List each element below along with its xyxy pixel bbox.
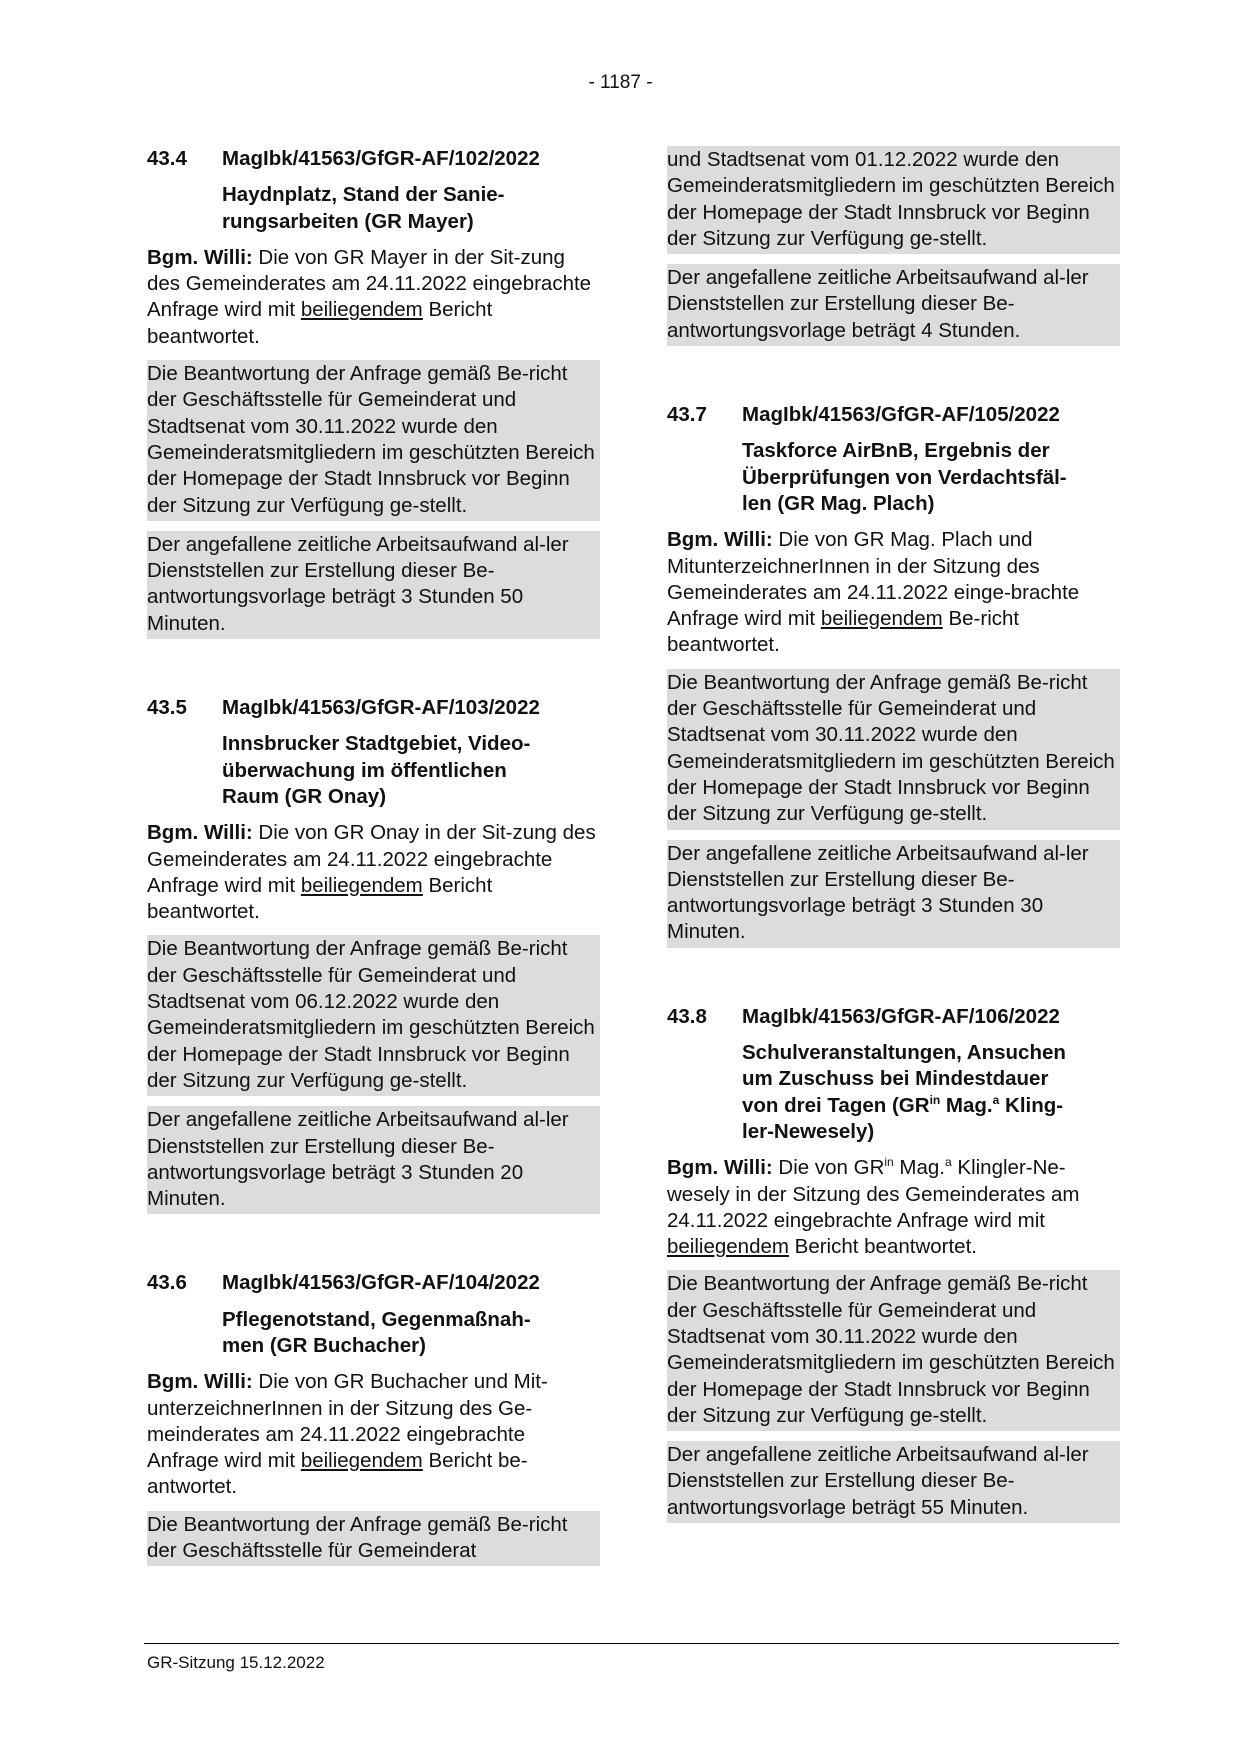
section-number: 43.6 [147, 1271, 187, 1295]
answer-text: Klingler-Ne-wesely in der Sitzung des Gemeinderates am 24.11.2022 eingebrachte Anfrage wird mit [667, 1156, 1080, 1232]
section-reference: MagIbk/41563/GfGR-AF/106/2022 [742, 1004, 1060, 1028]
right-column [667, 146, 1120, 1579]
shaded-effort-note: Der angefallene zeitliche Arbeitsaufwand al-ler Dienststellen zur Erstellung dieser Be-antwortungsvorlage beträgt 3 Stunden 30 Minuten. [667, 840, 1120, 948]
section-title [222, 731, 600, 810]
section-heading [147, 1270, 600, 1296]
speaker-label: Bgm. Willi: [667, 1156, 773, 1180]
section-43-7 [667, 402, 1120, 948]
title-line: Raum (GR Onay) [222, 784, 387, 808]
section-heading [667, 1004, 1120, 1030]
speaker-label: Bgm. Willi: [667, 528, 773, 552]
answer-text: Bericht beantwortet. [788, 1235, 977, 1259]
speaker-label: Bgm. Willi: [147, 821, 253, 845]
title-line: Schulveranstaltungen, Ansuchen [742, 1041, 1066, 1065]
shaded-effort-note: Der angefallene zeitliche Arbeitsaufwand al-ler Dienststellen zur Erstellung dieser Be-antwortungsvorlage beträgt 4 Stunden. [667, 264, 1120, 346]
section-reference: MagIbk/41563/GfGR-AF/102/2022 [222, 147, 540, 170]
title-line: ler-Newesely) [742, 1119, 875, 1143]
attachment-link[interactable]: beiliegendem [820, 607, 943, 631]
title-line: Pflegenotstand, Gegenmaßnah- [222, 1307, 531, 1331]
attachment-link[interactable]: beiliegendem [300, 873, 423, 897]
title-line: Taskforce AirBnB, Ergebnis der [742, 439, 1050, 463]
footer-divider [144, 1643, 1119, 1644]
speaker-label: Bgm. Willi: [147, 1370, 253, 1394]
section-heading [667, 402, 1120, 428]
title-line: len (GR Mag. Plach) [742, 491, 935, 515]
title-line: Haydnplatz, Stand der Sanie- [222, 183, 505, 207]
section-reference: MagIbk/41563/GfGR-AF/103/2022 [222, 696, 540, 720]
section-number: 43.5 [147, 696, 187, 720]
answer-text: Mag. [893, 1156, 946, 1180]
left-column [147, 146, 600, 1622]
answer-text: Die von GR Onay in der Sit-zung des Gemeinderates am 24.11.2022 eingebrachte Anfrage wird mit [147, 821, 596, 897]
title-superscript: in [929, 1092, 941, 1107]
shaded-note: Die Beantwortung der Anfrage gemäß Be-richt der Geschäftsstelle für Gemeinderat und Stadtsenat vom 30.11.2022 wurde den Gemeinderatsmitgliedern im geschützten Bereich der Homepage der Stadt Innsbruck vor Beginn der Sitzung zur Verfügung ge-stellt. [667, 1270, 1120, 1431]
title-line: rungsarbeiten (GR Mayer) [222, 209, 474, 233]
section-title [742, 1040, 1120, 1145]
answer-paragraph [667, 1155, 1120, 1260]
title-fragment: Kling- [999, 1093, 1064, 1117]
shaded-note-part-1: Die Beantwortung der Anfrage gemäß Be-richt der Geschäftsstelle für Gemeinderat [147, 1511, 600, 1567]
attachment-link[interactable]: beiliegendem [300, 1449, 423, 1473]
answer-text: Die von GR Buchacher und Mit-unterzeichnerInnen in der Sitzung des Ge-meinderates am 24.11.2022 eingebrachte Anfrage wird mit [147, 1370, 548, 1473]
section-reference: MagIbk/41563/GfGR-AF/105/2022 [742, 403, 1060, 427]
section-number: 43.7 [667, 403, 707, 427]
footer-text: GR-Sitzung 15.12.2022 [147, 1653, 325, 1672]
shaded-effort-note: Der angefallene zeitliche Arbeitsaufwand al-ler Dienststellen zur Erstellung dieser Be-antwortungsvorlage beträgt 3 Stunden 20 Minuten. [147, 1106, 600, 1214]
section-title [222, 182, 600, 235]
shaded-note: Die Beantwortung der Anfrage gemäß Be-richt der Geschäftsstelle für Gemeinderat und Stadtsenat vom 30.11.2022 wurde den Gemeinderatsmitgliedern im geschützten Bereich der Homepage der Stadt Innsbruck vor Beginn der Sitzung zur Verfügung ge-stellt. [667, 669, 1120, 830]
section-title [222, 1307, 600, 1360]
page-number: - 1187 - [588, 72, 653, 93]
speaker-label: Bgm. Willi: [147, 245, 253, 269]
answer-paragraph [147, 245, 600, 350]
section-43-5 [147, 695, 600, 1214]
answer-superscript: a [945, 1155, 952, 1170]
section-reference: MagIbk/41563/GfGR-AF/104/2022 [222, 1271, 540, 1295]
section-43-6 [147, 1270, 600, 1566]
section-number: 43.4 [147, 147, 187, 170]
title-line: Innsbrucker Stadtgebiet, Video- [222, 732, 531, 756]
answer-text: Die von GR [772, 1156, 885, 1180]
answer-text: Bericht beantwortet. [147, 873, 493, 924]
title-line: um Zuschuss bei Mindestdauer [742, 1067, 1049, 1091]
section-title [742, 438, 1120, 517]
answer-paragraph [667, 527, 1120, 658]
attachment-link[interactable]: beiliegendem [667, 1235, 789, 1259]
shaded-effort-note: Der angefallene zeitliche Arbeitsaufwand al-ler Dienststellen zur Erstellung dieser Be-antwortungsvorlage beträgt 55 Minuten. [667, 1441, 1120, 1523]
answer-text: Die von GR Mayer in der Sit-zung des Gemeinderates am 24.11.2022 eingebrachte Anfrage wird mit [147, 245, 592, 322]
shaded-note-part-2: und Stadtsenat vom 01.12.2022 wurde den Gemeinderatsmitgliedern im geschützten Bereich der Homepage der Stadt Innsbruck vor Beginn der Sitzung zur Verfügung ge-stellt. [667, 146, 1120, 254]
answer-text: Be-richt beantwortet. [667, 607, 1020, 657]
answer-superscript: in [884, 1155, 894, 1170]
shaded-note: Die Beantwortung der Anfrage gemäß Be-richt der Geschäftsstelle für Gemeinderat und Stadtsenat vom 30.11.2022 wurde den Gemeinderatsmitgliedern im geschützten Bereich der Homepage der Stadt Innsbruck vor Beginn der Sitzung zur Verfügung ge-stellt. [147, 360, 600, 521]
shaded-effort-note: Der angefallene zeitliche Arbeitsaufwand al-ler Dienststellen zur Erstellung dieser Be-antwortungsvorlage beträgt 3 Stunden 50 Minuten. [147, 531, 600, 639]
section-number: 43.8 [667, 1004, 707, 1028]
answer-paragraph [147, 820, 600, 925]
title-superscript: a [992, 1092, 1000, 1107]
section-43-6-continued [667, 146, 1120, 346]
answer-text: Bericht beantwortet. [147, 298, 493, 348]
section-heading [147, 695, 600, 721]
section-43-8 [667, 1004, 1120, 1523]
title-fragment: Mag. [940, 1093, 993, 1117]
attachment-link[interactable]: beiliegendem [300, 298, 423, 322]
title-line: Überprüfungen von Verdachtsfäl- [742, 465, 1067, 489]
answer-text: Die von GR Mag. Plach und MitunterzeichnerInnen in der Sitzung des Gemeinderates am 24.11.2022 einge-brachte Anfrage wird mit [667, 528, 1080, 631]
shaded-note: Die Beantwortung der Anfrage gemäß Be-richt der Geschäftsstelle für Gemeinderat und Stadtsenat vom 06.12.2022 wurde den Gemeinderatsmitgliedern im geschützten Bereich der Homepage der Stadt Innsbruck vor Beginn der Sitzung zur Verfügung ge-stellt. [147, 935, 600, 1096]
answer-text: Bericht be-antwortet. [147, 1449, 528, 1499]
title-fragment: von drei Tagen (GR [742, 1093, 930, 1117]
answer-paragraph [147, 1369, 600, 1500]
title-line: überwachung im öffentlichen [222, 758, 507, 782]
section-heading [147, 146, 600, 172]
title-line: men (GR Buchacher) [222, 1333, 426, 1357]
section-43-4 [147, 146, 600, 639]
title-line [742, 1093, 1120, 1119]
